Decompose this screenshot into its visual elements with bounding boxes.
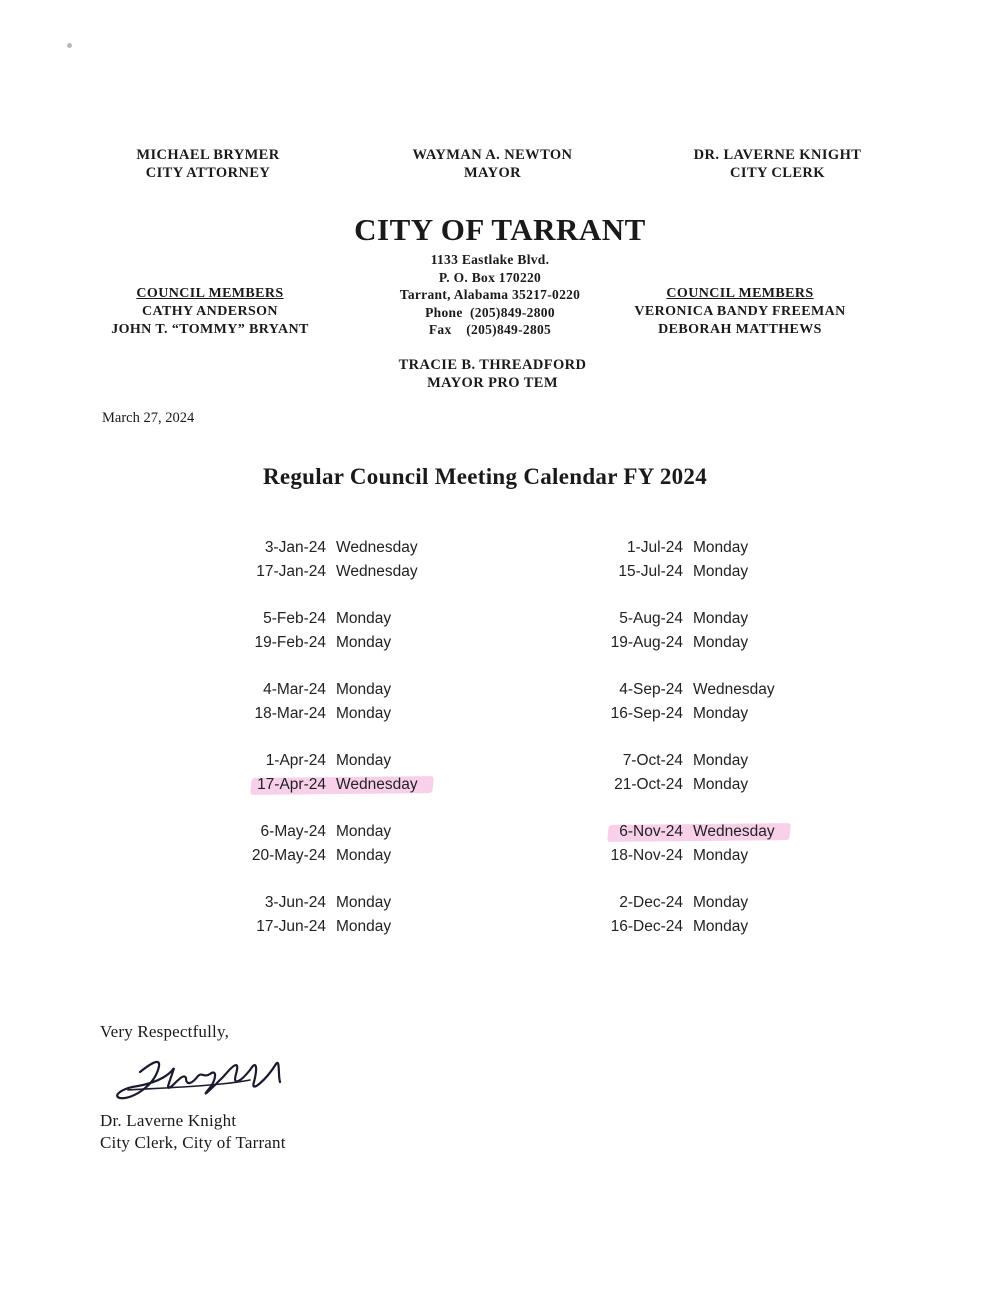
meeting-date: 3-Jun-24 <box>264 894 326 911</box>
city-address <box>370 251 610 339</box>
meeting-date: 1-Apr-24 <box>265 752 326 769</box>
closing-salutation: Very Respectfully, <box>100 1022 230 1041</box>
meeting-row <box>583 916 823 938</box>
meeting-weekday: Monday <box>693 894 749 911</box>
meeting-weekday: Monday <box>336 705 392 722</box>
meeting-weekday: Wednesday <box>336 776 418 793</box>
meeting-date: 5-Feb-24 <box>263 610 326 627</box>
meeting-weekday: Wednesday <box>693 681 775 698</box>
mayor-pro-tem-title: MAYOR PRO TEM <box>427 375 558 391</box>
council-members-right <box>615 285 865 339</box>
meeting-row <box>583 608 823 630</box>
meeting-row <box>583 537 823 559</box>
meeting-date: 1-Jul-24 <box>627 539 683 556</box>
address-phone: Phone (205)849-2800 <box>425 304 555 320</box>
meeting-weekday: Wednesday <box>336 539 418 556</box>
address-city-state: Tarrant, Alabama 35217-0220 <box>399 287 581 303</box>
mayor-name: WAYMAN A. NEWTON <box>412 147 573 163</box>
meeting-row <box>583 892 823 914</box>
city-attorney-title: CITY ATTORNEY <box>145 165 271 181</box>
meeting-date: 5-Aug-24 <box>619 610 683 627</box>
meeting-row <box>583 750 823 772</box>
city-name-heading: CITY OF TARRANT <box>354 212 646 247</box>
city-clerk-block <box>670 146 885 182</box>
meeting-date: 19-Feb-24 <box>254 634 326 651</box>
meeting-date: 6-May-24 <box>260 823 326 840</box>
meeting-row <box>226 916 466 938</box>
meeting-date: 17-Jan-24 <box>256 563 326 580</box>
meeting-weekday: Monday <box>336 610 392 627</box>
meeting-date: 4-Mar-24 <box>263 681 326 698</box>
letter-date: March 27, 2024 <box>102 410 195 426</box>
signer-name: Dr. Laverne Knight <box>100 1111 237 1130</box>
meeting-date: 19-Aug-24 <box>610 634 683 651</box>
council-member: JOHN T. “TOMMY” BRYANT <box>111 322 309 337</box>
meeting-date: 17-Jun-24 <box>256 918 326 935</box>
meeting-row <box>226 821 466 843</box>
meeting-weekday: Monday <box>336 894 392 911</box>
meeting-weekday: Wednesday <box>693 823 775 840</box>
signer-title: City Clerk, City of Tarrant <box>100 1133 286 1152</box>
meeting-date: 20-May-24 <box>251 847 326 864</box>
meeting-weekday: Monday <box>693 563 749 580</box>
city-attorney-name: MICHAEL BRYMER <box>136 147 280 163</box>
meeting-row <box>226 537 466 559</box>
council-member: VERONICA BANDY FREEMAN <box>634 304 846 319</box>
meeting-date: 17-Apr-24 <box>257 776 326 793</box>
meeting-date: 7-Oct-24 <box>622 752 683 769</box>
meeting-row <box>226 632 466 654</box>
meeting-weekday: Monday <box>693 776 749 793</box>
meeting-date: 16-Dec-24 <box>610 918 683 935</box>
meeting-date: 4-Sep-24 <box>619 681 683 698</box>
meeting-row <box>226 703 466 725</box>
council-member: CATHY ANDERSON <box>142 304 278 319</box>
meeting-row <box>583 774 823 796</box>
meeting-row <box>226 892 466 914</box>
council-members-left <box>95 285 325 339</box>
meeting-weekday: Monday <box>693 847 749 864</box>
mayor-pro-tem-block <box>370 356 615 392</box>
meeting-date: 6-Nov-24 <box>619 823 683 840</box>
meeting-row-highlighted <box>226 774 466 796</box>
address-street: 1133 Eastlake Blvd. <box>430 252 550 267</box>
meeting-date: 3-Jan-24 <box>264 539 326 556</box>
meeting-weekday: Monday <box>336 823 392 840</box>
meeting-weekday: Monday <box>693 918 749 935</box>
council-member: DEBORAH MATTHEWS <box>658 322 822 337</box>
meeting-weekday: Monday <box>693 539 749 556</box>
address-po-box: P. O. Box 170220 <box>438 269 542 285</box>
meeting-date: 18-Nov-24 <box>610 847 683 864</box>
calendar-title: Regular Council Meeting Calendar FY 2024 <box>262 464 708 489</box>
council-heading-right: COUNCIL MEMBERS <box>666 286 814 301</box>
city-attorney-block <box>108 146 308 182</box>
signature-image <box>100 1030 320 1110</box>
city-clerk-title: CITY CLERK <box>730 165 825 181</box>
meeting-date: 15-Jul-24 <box>618 563 683 580</box>
meeting-date: 21-Oct-24 <box>614 776 683 793</box>
meeting-row <box>226 679 466 701</box>
mayor-title: MAYOR <box>463 165 522 181</box>
meeting-row <box>226 750 466 772</box>
meeting-row <box>583 561 823 583</box>
signer-block <box>100 1110 286 1154</box>
meeting-weekday: Monday <box>336 918 392 935</box>
meeting-weekday: Monday <box>693 752 749 769</box>
meeting-row-highlighted <box>583 821 823 843</box>
city-clerk-name: DR. LAVERNE KNIGHT <box>693 147 862 163</box>
meeting-row <box>583 632 823 654</box>
meeting-weekday: Monday <box>336 681 392 698</box>
meeting-date: 18-Mar-24 <box>254 705 326 722</box>
meeting-row <box>226 845 466 867</box>
council-heading-left: COUNCIL MEMBERS <box>136 286 284 301</box>
meeting-weekday: Monday <box>693 634 749 651</box>
meeting-row <box>583 679 823 701</box>
mayor-pro-tem-name: TRACIE B. THREADFORD <box>398 357 587 373</box>
meeting-weekday: Monday <box>693 705 749 722</box>
scan-speck <box>67 43 72 48</box>
meeting-row <box>226 561 466 583</box>
meeting-weekday: Monday <box>693 610 749 627</box>
meeting-weekday: Wednesday <box>336 563 418 580</box>
meeting-weekday: Monday <box>336 634 392 651</box>
meeting-weekday: Monday <box>336 847 392 864</box>
meeting-date: 2-Dec-24 <box>619 894 683 911</box>
meeting-weekday: Monday <box>336 752 392 769</box>
meeting-row <box>583 703 823 725</box>
meeting-date: 16-Sep-24 <box>610 705 683 722</box>
address-fax: Fax (205)849-2805 <box>428 322 552 338</box>
meeting-row <box>583 845 823 867</box>
mayor-block <box>380 146 605 182</box>
meeting-row <box>226 608 466 630</box>
